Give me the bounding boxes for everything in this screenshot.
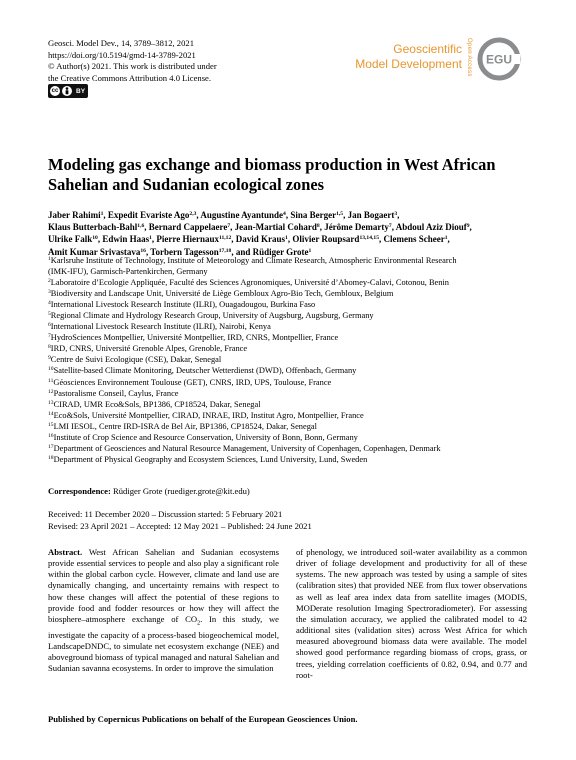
affiliation-text: Eco&Sols, Université Montpellier, CIRAD, INRAE, IRD, Institut Agro, Montpellier, France <box>53 410 364 420</box>
affiliation-item <box>48 399 534 410</box>
affiliation-item <box>48 388 534 399</box>
person-icon <box>62 86 72 96</box>
affiliation-number: 16 <box>48 432 54 439</box>
affiliation-text: Department of Geosciences and Natural Resource Management, University of Copenhagen, Copenhagen, Denmark <box>53 443 441 453</box>
abstract-label: Abstract. <box>48 547 83 557</box>
affiliation-number: 18 <box>48 454 54 461</box>
author-name: Ulrike Falk <box>48 234 93 245</box>
affiliation-text: Pastoralisme Conseil, Caylus, France <box>53 388 179 398</box>
affiliation-text: LMI IESOL, Centre IRD-ISRA de Bel Air, BP1386, CP18524, Dakar, Senegal <box>53 421 317 431</box>
author-separator: , <box>469 222 472 233</box>
author-name: Abdoul Aziz Diouf <box>395 222 467 233</box>
affiliation-text: Karlsruhe Institute of Technology, Institute of Meteorology and Climate Research, Atmospheric Environmental Research <box>50 256 457 265</box>
author-name: Augustine Ayantunde <box>200 210 284 220</box>
affiliation-number: 17 <box>48 443 54 450</box>
affiliation-item <box>48 365 534 376</box>
affiliation-text: IRD, CNRS, Université Grenoble Alpes, Grenoble, France <box>50 344 248 354</box>
author-separator: , <box>196 210 201 220</box>
author-separator: , <box>379 234 384 245</box>
open-access-label: Open Access <box>466 38 472 77</box>
author-separator: , <box>287 234 293 245</box>
author-separator: , <box>319 222 325 233</box>
correspondence-label: Correspondence: <box>48 486 111 496</box>
author-separator: , <box>343 210 348 220</box>
affiliation-list <box>48 255 534 465</box>
affiliation-item <box>48 443 534 454</box>
affiliation-item <box>48 410 534 421</box>
journal-name <box>332 42 462 72</box>
paper-title <box>48 155 528 195</box>
affiliation-number: 13 <box>48 399 54 406</box>
dates-block <box>48 508 312 533</box>
author-separator: , <box>97 234 103 245</box>
affiliation-text: International Livestock Research Institute (ILRI), Nairobi, Kenya <box>50 322 271 332</box>
author-name: Jérôme Demarty <box>324 222 389 233</box>
author-separator: , <box>230 222 235 233</box>
affiliation-number: 7 <box>48 333 51 340</box>
author-affiliation-sup: 7 <box>227 223 231 230</box>
author-affiliation-sup: 11,12 <box>219 235 232 242</box>
citation-line: Geosci. Model Dev., 14, 3789–3812, 2021 <box>48 38 194 48</box>
affiliation-text: Regional Climate and Hydrology Research Group, University of Augsburg, Augsburg, Germany <box>50 311 374 321</box>
affiliation-number: 1 <box>48 256 51 262</box>
copyright-line: © Author(s) 2021. This work is distributed under <box>48 61 217 72</box>
affiliation-text: Centre de Suivi Ecologique (CSE), Dakar, Senegal <box>50 355 222 365</box>
affiliation-item <box>48 421 534 432</box>
author-affiliation-sup: 3 <box>394 211 398 217</box>
author-affiliation-sup: 1 <box>100 211 104 217</box>
author-affiliation-sup: 1 <box>149 235 152 242</box>
author-separator: , <box>145 246 151 257</box>
doi-link[interactable]: https://doi.org/10.5194/gmd-14-3789-2021 <box>48 49 196 60</box>
author-name: David Kraus <box>235 234 286 245</box>
affiliation-item <box>48 266 534 277</box>
author-name: Sina Berger <box>290 210 337 220</box>
affiliation-number: 4 <box>48 300 51 307</box>
affiliation-item <box>48 321 534 332</box>
journal-name-line2: Model Development <box>355 57 462 71</box>
author-name: Pierre Hiernaux <box>156 234 219 245</box>
cc-by-license-icon[interactable] <box>48 84 88 98</box>
title-line1: Modeling gas exchange and biomass production in West African <box>48 155 496 174</box>
title-line2: Sahelian and Sudanian ecological zones <box>48 175 324 194</box>
correspondence <box>48 486 250 496</box>
author-separator: , <box>231 234 236 245</box>
affiliation-number: 11 <box>48 377 54 384</box>
affiliation-text: Department of Physical Geography and Ecosystem Sciences, Lund University, Lund, Sweden <box>53 454 368 464</box>
publisher-footer: Published by Copernicus Publications on behalf of the European Geosciences Union. <box>48 714 358 724</box>
affiliation-number: 5 <box>48 311 51 318</box>
affiliation-text: (IMK-IFU), Garmisch-Partenkirchen, Germany <box>48 267 208 277</box>
abstract-text-part1: West African Sahelian and Sudanian ecosystems provide essential services to people and also play a significant role within the global carbon cycle. However, climate and land use are dynamically changing, and uncertainty remains with respect to how these changes will affect the potential of these regions to provide food and fodder resources or how they will affect the biosphere–atmosphere exchange of CO <box>48 547 279 624</box>
co2-subscript: 2 <box>197 620 201 627</box>
author-separator: , <box>397 210 400 220</box>
affiliation-text: HydroSciences Montpellier, Université Montpellier, IRD, CNRS, Montpellier, France <box>50 333 339 343</box>
dates-line1: Received: 11 December 2020 – Discussion started: 5 February 2021 <box>48 509 283 519</box>
author-separator: , <box>144 222 149 233</box>
author-name: Edwin Haas <box>102 234 150 245</box>
affiliation-text: Satellite-based Climate Monitoring, Deutscher Wetterdienst (DWD), Offenbach, Germany <box>53 366 357 376</box>
abstract-text-part3: of phenology, we introduced soil-water availability as a common driver of foliage development and productivity for all of these systems. The new approach was tested by using a sample of sites (calibration sites) that provided NEE from flux tower observations as well as leaf area index data from satellite images (MODIS, MODerate resolution Imaging Spectroradiometer). For assessing the simulation accuracy, we applied the calibrated model to 42 additional sites (validation sites) across West Africa for which measured aboveground biomass data were available. The model showed good performance regarding biomass of crops, grass, or trees, yielding correlation coefficients of 0.82, 0.94, and 0.77 and root- <box>296 547 527 680</box>
citation-header <box>48 38 217 84</box>
affiliation-number: 10 <box>48 366 54 373</box>
author-separator: , <box>103 210 108 220</box>
affiliation-item <box>48 288 534 299</box>
author-name: Jan Bogaert <box>347 210 395 220</box>
author-name: Amit Kumar Srivastava <box>48 246 141 257</box>
author-list <box>48 209 534 258</box>
author-name: Jaber Rahimi <box>48 210 101 220</box>
author-affiliation-sup: 1,6 <box>137 223 145 230</box>
affiliation-text: International Livestock Research Institute (ILRI), Ouagadougou, Burkina Faso <box>50 300 316 310</box>
author-separator: , <box>447 234 450 245</box>
affiliation-number: 8 <box>48 344 51 351</box>
cc-by-label: BY <box>76 87 86 95</box>
author-name: Expedit Evariste Ago <box>107 210 190 220</box>
affiliation-text: CIRAD, UMR Eco&Sols, BP1386, CP18524, Dakar, Senegal <box>53 399 261 409</box>
affiliation-text: Laboratoire d’Ecologie Appliquée, Faculté des Sciences Agronomiques, Université d’Abomey-Calavi, Cotonou, Benin <box>50 278 449 288</box>
affiliation-item <box>48 299 534 310</box>
affiliation-item <box>48 354 534 365</box>
author-name: Rüdiger Grote <box>252 246 309 257</box>
affiliation-item <box>48 377 534 388</box>
affiliation-number: 14 <box>48 410 54 417</box>
author-name: Bernard Cappelaere <box>148 222 228 233</box>
affiliation-number: 12 <box>48 388 54 395</box>
affiliation-item <box>48 310 534 321</box>
affiliation-number: 3 <box>48 289 51 296</box>
author-affiliation-sup: 9 <box>466 223 470 230</box>
egu-label: EGU <box>485 52 513 67</box>
affiliation-item <box>48 277 534 288</box>
author-affiliation-sup: 1,5 <box>336 211 344 217</box>
author-name: Klaus Butterbach-Bahl <box>48 222 138 233</box>
affiliation-number: 9 <box>48 355 51 362</box>
dates-line2: Revised: 23 April 2021 – Accepted: 12 May 2021 – Published: 24 June 2021 <box>48 521 312 532</box>
abstract-column-right <box>296 547 527 681</box>
author-separator: , <box>285 210 291 220</box>
affiliation-number: 6 <box>48 322 51 329</box>
author-affiliation-sup: 13,14,15 <box>359 235 380 242</box>
author-separator: , <box>391 222 396 233</box>
author-affiliation-sup: 1 <box>308 247 312 254</box>
author-affiliation-sup: 16 <box>140 247 146 254</box>
author-affiliation-sup: 2,3 <box>189 211 197 217</box>
egu-logo <box>476 36 522 82</box>
affiliation-text: Géosciences Environnement Toulouse (GET), CNRS, IRD, UPS, Toulouse, France <box>53 377 332 387</box>
author-affiliation-sup: 10 <box>92 235 98 242</box>
abstract-text-part2: . In this study, we investigate the capacity of a process-based biogeochemical model, LandscapeDNDC, to simulate net ecosystem exchange (NEE) and aboveground biomass of typical managed and natural Sahelian and Sudanian savanna ecosystems. In order to improve the simulation <box>48 613 279 674</box>
author-name: Olivier Roupsard <box>292 234 360 245</box>
author-separator: , and <box>231 246 253 257</box>
journal-name-line1: Geoscientific <box>393 42 462 56</box>
affiliation-text: Biodiversity and Landscape Unit, Université de Liège Gembloux Agro-Bio Tech, Gembloux, Belgium <box>50 289 394 299</box>
affiliation-text: Institute of Crop Science and Resource Conservation, University of Bonn, Bonn, Germany <box>53 432 358 442</box>
affiliation-item <box>48 454 534 465</box>
affiliation-item <box>48 255 534 266</box>
author-affiliation-sup: 1 <box>444 235 448 242</box>
author-affiliation-sup: 17,18 <box>218 247 232 254</box>
author-affiliation-sup: 7 <box>388 223 392 230</box>
affiliation-item <box>48 343 534 354</box>
affiliation-number: 15 <box>48 421 54 428</box>
correspondence-text[interactable]: Rüdiger Grote (ruediger.grote@kit.edu) <box>113 486 250 496</box>
abstract-column-left <box>48 547 279 674</box>
affiliation-item <box>48 432 534 443</box>
affiliation-item <box>48 332 534 343</box>
cc-icon: cc <box>51 88 59 94</box>
affiliation-number: 2 <box>48 278 51 285</box>
author-name: Jean-Martial Cohard <box>234 222 317 233</box>
author-affiliation-sup: 4 <box>283 211 286 217</box>
license-line: the Creative Commons Attribution 4.0 License. <box>48 72 212 83</box>
author-name: Clemens Scheer <box>383 234 445 245</box>
author-separator: , <box>151 234 157 245</box>
author-name: Torbern Tagesson <box>150 246 219 257</box>
author-affiliation-sup: 1 <box>285 235 288 242</box>
author-affiliation-sup: 8 <box>316 223 320 230</box>
